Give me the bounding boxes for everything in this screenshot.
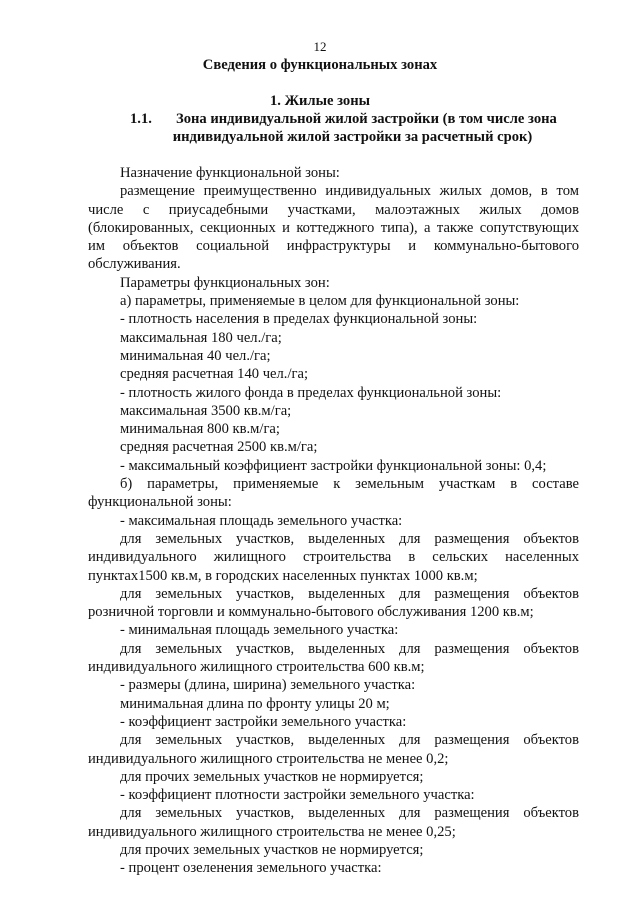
paragraph: Параметры функциональных зон:	[120, 274, 330, 291]
paragraph: Назначение функциональной зоны:	[120, 165, 340, 181]
paragraph: - плотность населения в пределах функциональной зоны:	[120, 311, 478, 328]
paragraph: средняя расчетная 2500 кв.м/га;	[120, 439, 318, 456]
paragraph: - коэффициент плотности застройки земельного участка:	[120, 787, 475, 804]
paragraph: минимальная длина по фронту улицы 20 м;	[120, 695, 390, 712]
body-text	[88, 164, 579, 878]
paragraph: минимальная 800 кв.м/га;	[120, 421, 280, 438]
subsection-title-line1: Зона индивидуальной жилой застройки (в том числе зона	[176, 111, 557, 127]
paragraph: - коэффициент застройки земельного участка:	[120, 713, 407, 730]
subsection-title-line2: индивидуальной жилой застройки за расчетный срок)	[172, 129, 533, 145]
paragraph: максимальная 3500 кв.м/га;	[120, 402, 292, 419]
paragraph: средняя расчетная 140 чел./га;	[120, 366, 309, 383]
paragraph: для земельных участков, выделенных для размещения объектов индивидуального жилищного строительства не менее 0,2;	[88, 732, 579, 767]
paragraph: а) параметры, применяемые в целом для функциональной зоны:	[120, 293, 520, 310]
paragraph: б) параметры, применяемые к земельным участкам в составе функциональной зоны:	[88, 476, 579, 511]
paragraph: - размеры (длина, ширина) земельного участка:	[120, 677, 416, 694]
page-number: 12	[313, 39, 327, 54]
paragraph: - плотность жилого фонда в пределах функциональной зоны:	[120, 384, 502, 401]
section-title: 1. Жилые зоны	[269, 93, 371, 109]
paragraph: для земельных участков, выделенных для размещения объектов индивидуального жилищного строительства не менее 0,25;	[88, 805, 579, 840]
paragraph: размещение преимущественно индивидуальных жилых домов, в том числе с приусадебными участками, малоэтажных жилых домов (блокированных, секционных и коттеджного типа), а также сопутствующих им объектов социальной инфраструктуры и коммунально-бытового обслуживания.	[88, 183, 579, 273]
subsection-number: 1.1.	[130, 111, 152, 127]
paragraph: минимальная 40 чел./га;	[120, 347, 271, 364]
paragraph: - минимальная площадь земельного участка:	[120, 622, 399, 639]
paragraph: для прочих земельных участков не нормируется;	[120, 841, 424, 858]
paragraph: максимальная 180 чел./га;	[120, 329, 282, 346]
paragraph: для земельных участков, выделенных для размещения объектов розничной торговли и коммунально-бытового обслуживания 1200 кв.м;	[88, 585, 579, 621]
paragraph: - максимальный коэффициент застройки функциональной зоны: 0,4;	[120, 457, 547, 474]
document-title: Сведения о функциональных зонах	[202, 57, 438, 73]
subsection-heading	[130, 110, 575, 128]
paragraph: для прочих земельных участков не нормируется;	[120, 768, 424, 785]
paragraph: для земельных участков, выделенных для размещения объектов индивидуального жилищного строительства 600 кв.м;	[88, 640, 579, 676]
paragraph: - максимальная площадь земельного участка:	[120, 512, 403, 529]
paragraph: для земельных участков, выделенных для размещения объектов индивидуального жилищного строительства в сельских населенных пунктах1500 кв.м, в городских населенных пунктах 1000 кв.м;	[88, 530, 579, 584]
paragraph: - процент озеленения земельного участка:	[120, 860, 382, 877]
